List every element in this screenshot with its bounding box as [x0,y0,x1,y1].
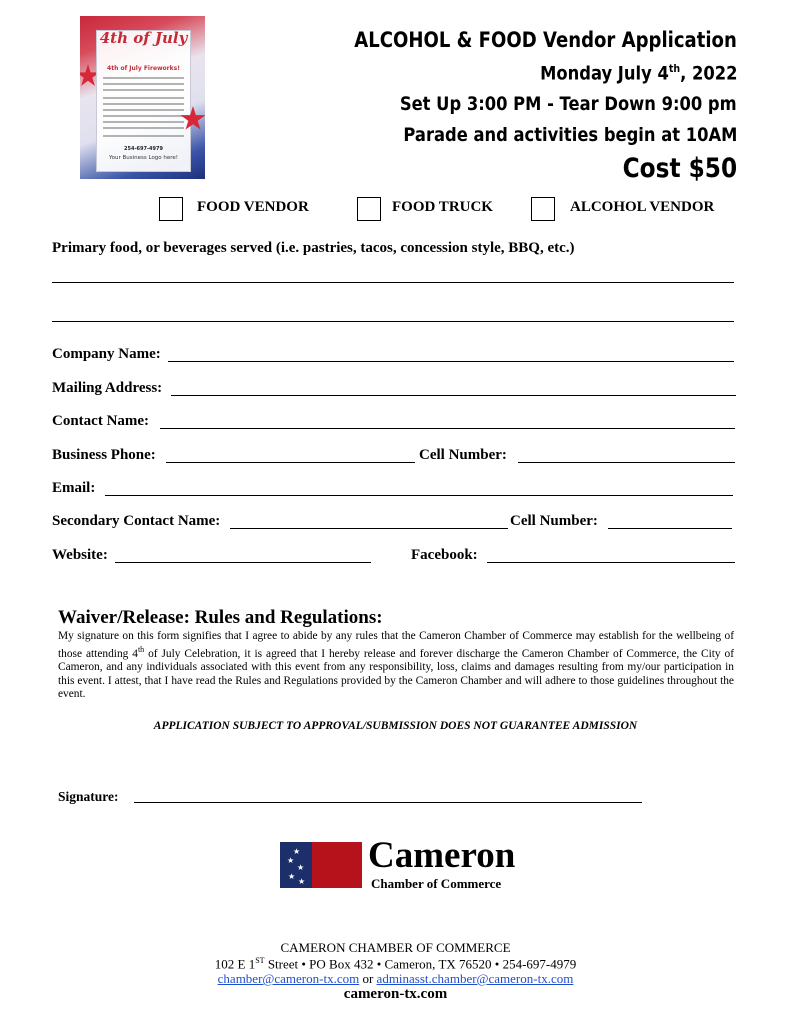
flyer-logo-text: Your Business Logo here! [108,155,179,161]
footer-address-b: Street • PO Box 432 • Cameron, TX 76520 • 254-697-4979 [264,956,577,972]
footer-website: cameron-tx.com [343,986,448,1002]
footer-emails [0,971,791,987]
chamber-email-link[interactable]: chamber@cameron-tx.com [217,971,360,986]
email-field[interactable] [105,495,733,496]
approval-notice: APPLICATION SUBJECT TO APPROVAL/SUBMISSION DOES NOT GUARANTEE ADMISSION [153,720,638,732]
flyer-panel [96,30,191,172]
event-date-suffix: , 2022 [679,62,737,85]
star-icon: ★ [288,872,296,881]
website-label: Website: [52,547,108,563]
page-title: ALCOHOL & FOOD Vendor Application [354,28,737,52]
email-label: Email: [52,480,96,496]
mailing-address-field[interactable] [171,395,736,396]
contact-name-field[interactable] [160,428,735,429]
mailing-address-label: Mailing Address: [52,380,163,396]
chamber-logo-name: Cameron [368,835,516,876]
event-date-sup: th [668,62,680,75]
footer-address [0,956,791,972]
waiver-text-b: of July Celebration, it is agreed that I hereby release and forever discharge the Cameron Chamber of Commerce, the City of Cameron, and any individuals associated with this event from any responsibility, loss, claims and damages resulting from my/our participation in this event. I attest, that I have read the Rules and Regulations provided by the Cameron Chamber and will adhere to those guidelines throughout the event. [58,648,734,700]
flyer-text-line [103,83,184,85]
flyer-text-line [103,135,184,137]
secondary-contact-field[interactable] [230,528,508,529]
company-name-field[interactable] [168,361,734,362]
food-vendor-checkbox[interactable] [159,197,183,221]
event-date-prefix: Monday July 4 [539,62,669,85]
food-vendor-label: FOOD VENDOR [197,199,309,215]
signature-field[interactable] [134,802,642,803]
primary-food-label: Primary food, or beverages served (i.e. pastries, tacos, concession style, BBQ, etc.) [52,240,575,256]
company-name-label: Company Name: [52,346,161,362]
flyer-text-line [103,115,184,117]
star-icon: ★ [287,856,295,865]
flyer-text-line [103,97,184,99]
waiver-text [58,630,734,701]
event-flyer-image [80,16,205,179]
flyer-text-line [103,127,184,129]
cell-number-label: Cell Number: [419,447,507,463]
footer-org: CAMERON CHAMBER OF COMMERCE [280,940,511,955]
business-phone-label: Business Phone: [52,447,156,463]
waiver-text-sup: th [137,645,145,655]
business-phone-field[interactable] [166,462,415,463]
footer-address-a: 102 E 1 [214,956,256,972]
parade-time: Parade and activities begin at 10AM [402,124,737,146]
setup-time: Set Up 3:00 PM - Tear Down 9:00 pm [400,93,737,115]
star-icon: ★ [298,877,306,886]
flyer-phone: 254-697-4979 [124,146,163,152]
star-icon: ★ [297,863,305,872]
cost: Cost $50 [622,153,737,184]
food-truck-checkbox[interactable] [357,197,381,221]
signature-label: Signature: [58,789,119,804]
flyer-subtitle: 4th of July Fireworks! [107,65,180,72]
cell-number-2-field[interactable] [608,528,732,529]
star-icon: ★ [293,847,301,856]
facebook-label: Facebook: [411,547,478,563]
flag-blue-field [280,842,312,888]
chamber-logo-subtitle: Chamber of Commerce [371,876,502,891]
secondary-contact-label: Secondary Contact Name: [52,513,221,529]
food-truck-label: FOOD TRUCK [392,199,493,215]
event-date [540,62,737,84]
primary-food-line-1[interactable] [52,282,734,283]
primary-food-line-2[interactable] [52,321,734,322]
flyer-text-line [103,77,184,79]
cell-number-2-label: Cell Number: [510,513,598,529]
waiver-title: Waiver/Release: Rules and Regulations: [58,607,383,628]
cell-number-field[interactable] [518,462,735,463]
flyer-text-line [103,89,184,91]
website-field[interactable] [115,562,371,563]
flyer-text-line [103,109,184,111]
admin-email-link[interactable]: adminasst.chamber@cameron-tx.com [376,971,574,986]
flyer-script-title: 4th of July [99,29,188,47]
chamber-flag-logo [280,842,362,888]
contact-name-label: Contact Name: [52,413,150,429]
flyer-text-line [103,121,184,123]
alcohol-vendor-checkbox[interactable] [531,197,555,221]
flyer-text-line [103,103,184,105]
alcohol-vendor-label: ALCOHOL VENDOR [570,199,715,215]
waiver-text-a: My signature on this form signifies that I agree to abide by any rules that the Cameron Chamber of Commerce may establish for the wellbeing of those attending 4 [58,630,734,661]
facebook-field[interactable] [487,562,735,563]
footer-address-sup: ST [255,956,265,965]
footer-or: or [359,971,377,986]
